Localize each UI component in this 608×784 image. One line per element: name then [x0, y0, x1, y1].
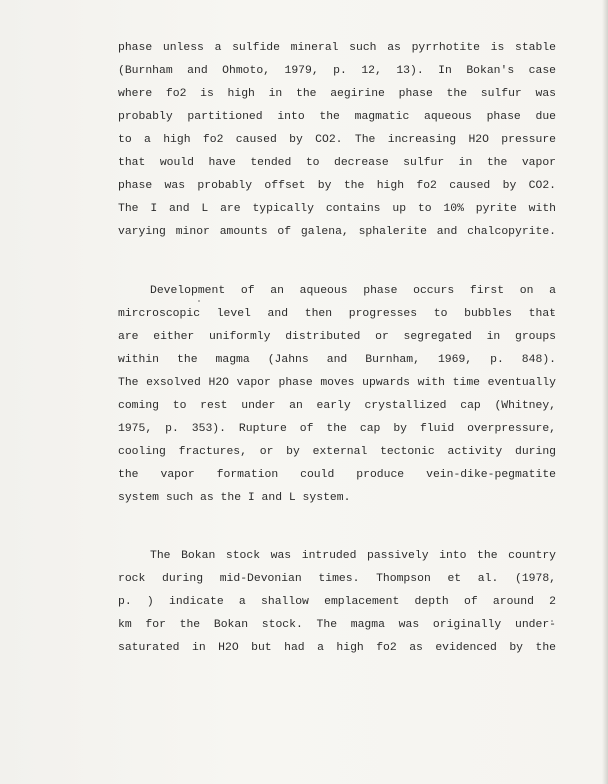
text-line: cooling fractures, or by external tectonic activity during: [118, 446, 556, 458]
text-line: phase unless a sulfide mineral such as pyrrhotite is stable: [118, 42, 556, 54]
text-line: phase was probably offset by the high fo2 caused by CO2.: [118, 180, 556, 192]
text-line: the vapor formation could produce vein-dike-pegmatite: [118, 469, 556, 481]
text-line: The I and L are typically contains up to 10% pyrite with: [118, 203, 556, 215]
text-line: The Bokan stock was intruded passively into the country: [150, 550, 556, 562]
text-line: to a high fo2 caused by CO2. The increasing H2O pressure: [118, 134, 556, 146]
text-line: Development of an aqueous phase occurs first on a: [150, 285, 556, 297]
text-line: probably partitioned into the magmatic aqueous phase due: [118, 111, 556, 123]
text-line: The exsolved H2O vapor phase moves upwards with time eventually: [118, 377, 556, 389]
text-line: rock during mid-Devonian times. Thompson et al. (1978,: [118, 573, 556, 585]
text-line: (Burnham and Ohmoto, 1979, p. 12, 13). In Bokan's case: [118, 65, 556, 77]
page-edge-shadow: [602, 0, 608, 784]
text-line: system such as the I and L system.: [118, 492, 351, 504]
text-line: within the magma (Jahns and Burnham, 1969, p. 848).: [118, 354, 556, 366]
text-line: that would have tended to decrease sulfur in the vapor: [118, 157, 556, 169]
text-line: 1975, p. 353). Rupture of the cap by fluid overpressure,: [118, 423, 556, 435]
text-line: where fo2 is high in the aegirine phase the sulfur was: [118, 88, 556, 100]
text-line: mircroscopic level and then progresses to bubbles that: [118, 308, 556, 320]
text-line: are either uniformly distributed or segregated in groups: [118, 331, 556, 343]
text-line: saturated in H2O but had a high fo2 as evidenced by the: [118, 642, 556, 654]
text-line: km for the Bokan stock. The magma was originally under-: [118, 619, 556, 631]
text-line: coming to rest under an early crystallized cap (Whitney,: [118, 400, 556, 412]
text-line: varying minor amounts of galena, sphalerite and chalcopyrite.: [118, 226, 556, 238]
text-line: p. ) indicate a shallow emplacement depth of around 2: [118, 596, 556, 608]
